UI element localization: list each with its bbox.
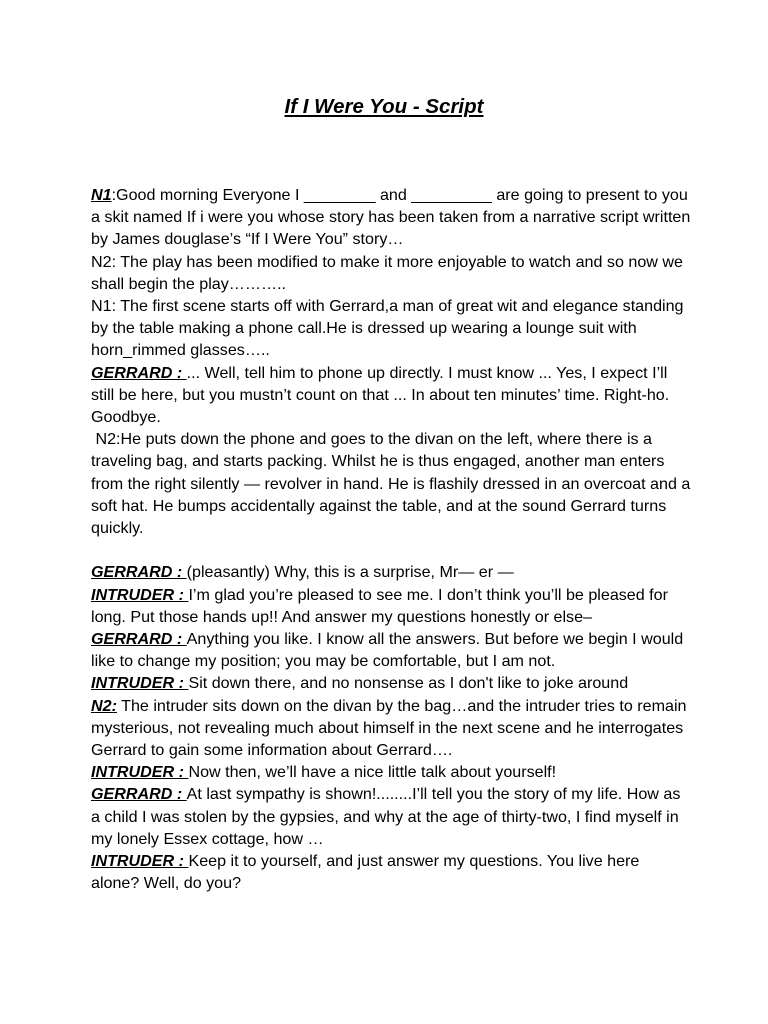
- speaker-label: INTRUDER :: [91, 674, 189, 693]
- script-line: [91, 362, 691, 429]
- speaker-label: GERRARD :: [91, 363, 187, 382]
- script-line: [91, 428, 695, 539]
- line-text: Now then, we’ll have a nice little talk about yourself!: [188, 763, 557, 782]
- script-line: [91, 672, 691, 694]
- page-title: If I Were You - Script: [284, 95, 484, 118]
- script-line: [91, 695, 691, 762]
- script-line: [91, 628, 691, 672]
- script-line: [91, 761, 691, 783]
- speaker-label: GERRARD :: [91, 630, 187, 649]
- script-line: [91, 783, 691, 850]
- line-text: :Good morning Everyone I ________ and _________ are going to present to you a skit named If i were you whose story has been taken from a narrative script written by James douglase’s “If I Were You” story…: [91, 186, 695, 249]
- script-line: [91, 561, 691, 583]
- speaker-label: INTRUDER :: [91, 585, 189, 604]
- speaker-label: GERRARD :: [91, 563, 187, 582]
- line-text: N1: The first scene starts off with Gerrard,a man of great wit and elegance standing by the table making a phone call.He is dressed up wearing a lounge suit with horn_rimmed glasses…..: [91, 297, 688, 360]
- line-text: N2:He puts down the phone and goes to the divan on the left, where there is a traveling bag, and starts packing. Whilst he is thus engaged, another man enters from the right silently — revolver in hand. He is flashily dressed in an overcoat and a soft hat. He bumps accidentally against the table, and at the sound Gerrard turns quickly.: [91, 430, 695, 538]
- speaker-label: GERRARD :: [91, 785, 187, 804]
- script-body: [91, 184, 695, 894]
- line-text: ... Well, tell him to phone up directly. I must know ... Yes, I expect I’ll still be here, but you mustn’t count on that ... In about ten minutes’ time. Right-ho. Goodbye.: [91, 363, 674, 427]
- speaker-label: N1: [91, 186, 112, 204]
- line-text: At last sympathy is shown!........I’ll tell you the story of my life. How as a child I was stolen by the gypsies, and why at the age of thirty-two, I find myself in my lonely Essex cottage, how …: [91, 785, 685, 848]
- line-text: Keep it to yourself, and just answer my questions. You live here alone? Well, do you?: [91, 852, 644, 893]
- script-line: [91, 251, 691, 295]
- line-text: I’m glad you’re pleased to see me. I don’t think you’ll be pleased for long. Put those hands up!! And answer my questions honestly or else–: [91, 585, 673, 626]
- line-text: The intruder sits down on the divan by the bag…and the intruder tries to remain mysterious, not revealing much about himself in the next scene and he interrogates Gerrard to gain some information about Gerrard….: [91, 696, 691, 760]
- script-line: [91, 295, 691, 362]
- blank-line: [91, 539, 691, 561]
- line-text: (pleasantly) Why, this is a surprise, Mr— er —: [186, 563, 514, 582]
- script-line: [91, 184, 695, 251]
- line-text: Sit down there, and no nonsense as I don't like to joke around: [188, 674, 629, 693]
- speaker-label: INTRUDER :: [91, 763, 189, 782]
- speaker-label: INTRUDER :: [91, 852, 189, 871]
- script-line: [91, 584, 691, 628]
- script-line: [91, 850, 691, 894]
- line-text: N2: The play has been modified to make it more enjoyable to watch and so now we shall begin the play………..: [91, 252, 688, 293]
- line-text: Anything you like. I know all the answers. But before we begin I would like to change my position; you may be comfortable, but I am not.: [91, 630, 688, 671]
- speaker-label: N2:: [91, 696, 117, 715]
